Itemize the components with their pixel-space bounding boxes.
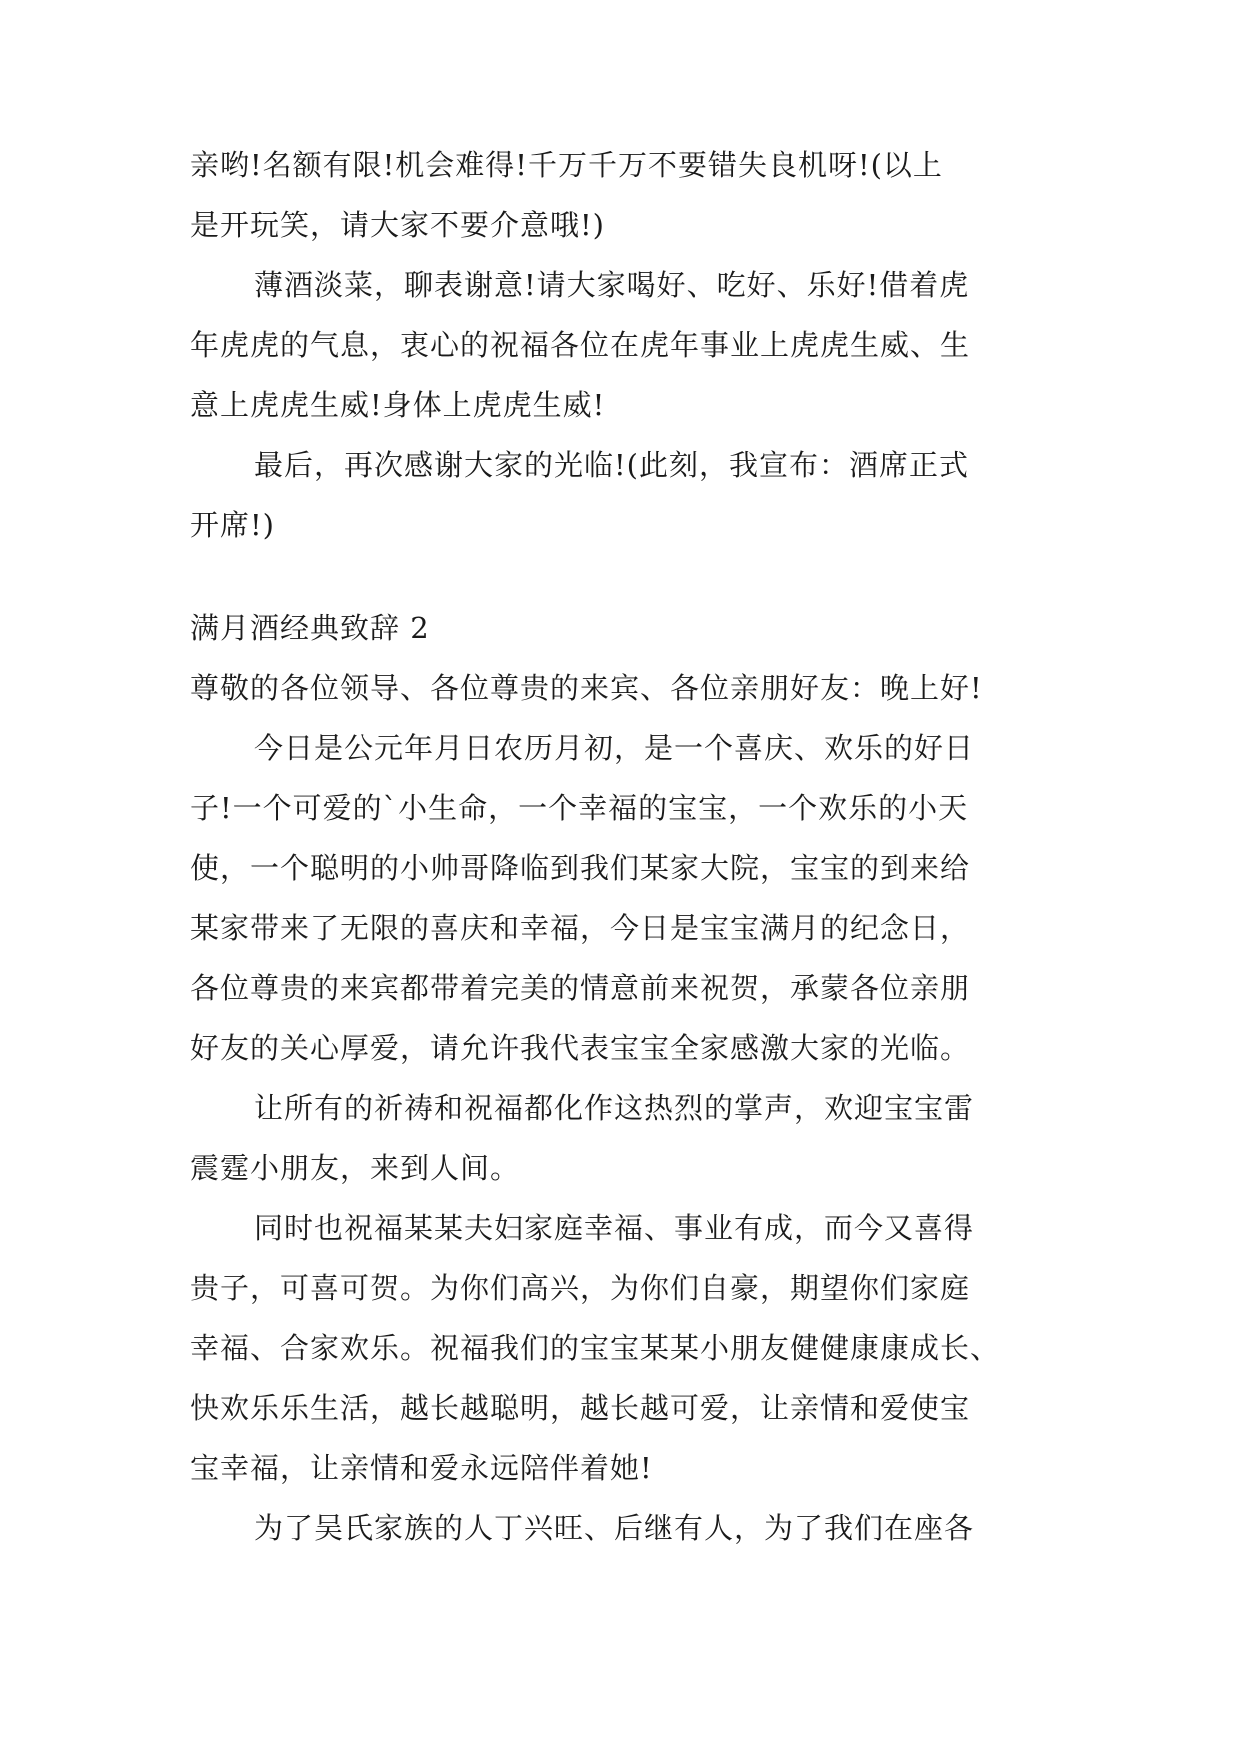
paragraph-line: 幸福、合家欢乐。祝福我们的宝宝某某小朋友健健康康成长、: [190, 1331, 1001, 1365]
section-heading: 满月酒经典致辞 2: [190, 611, 430, 645]
paragraph-line: 是开玩笑，请大家不要介意哦!): [190, 208, 605, 242]
paragraph-line: 某家带来了无限的喜庆和幸福，今日是宝宝满月的纪念日，: [190, 911, 971, 945]
paragraph-line: 让所有的祈祷和祝福都化作这热烈的掌声，欢迎宝宝雷: [254, 1091, 975, 1125]
paragraph-line: 为了吴氏家族的人丁兴旺、后继有人，为了我们在座各: [254, 1511, 975, 1545]
paragraph-line: 年虎虎的气息，衷心的祝福各位在虎年事业上虎虎生威、生: [190, 328, 971, 362]
paragraph-line: 开席!): [190, 508, 275, 542]
paragraph-line: 今日是公元年月日农历月初，是一个喜庆、欢乐的好日: [254, 731, 975, 765]
paragraph-line: 快欢乐乐生活，越长越聪明，越长越可爱，让亲情和爱使宝: [190, 1391, 971, 1425]
paragraph-line: 震霆小朋友，来到人间。: [190, 1151, 521, 1185]
paragraph-line: 使，一个聪明的小帅哥降临到我们某家大院，宝宝的到来给: [190, 851, 971, 885]
section-2-body: [190, 658, 1070, 1558]
paragraph-line: 宝幸福，让亲情和爱永远陪伴着她!: [190, 1451, 653, 1485]
greeting-line: 尊敬的各位领导、各位尊贵的来宾、各位亲朋好友：晚上好!: [190, 671, 983, 705]
paragraph-line: 意上虎虎生威!身体上虎虎生威!: [190, 388, 606, 422]
paragraph-line: 最后，再次感谢大家的光临!(此刻，我宣布：酒席正式: [254, 448, 969, 482]
paragraph-line: 贵子，可喜可贺。为你们高兴，为你们自豪，期望你们家庭: [190, 1271, 971, 1305]
paragraph-line: 好友的关心厚爱，请允许我代表宝宝全家感激大家的光临。: [190, 1031, 971, 1065]
paragraph-line: 各位尊贵的来宾都带着完美的情意前来祝贺，承蒙各位亲朋: [190, 971, 971, 1005]
paragraph-line: 薄酒淡菜，聊表谢意!请大家喝好、吃好、乐好!借着虎: [254, 268, 970, 302]
paragraph-line: 亲哟!名额有限!机会难得!千万千万不要错失良机呀!(以上: [190, 148, 943, 182]
paragraph-line: 子!一个可爱的`小生命，一个幸福的宝宝，一个欢乐的小天: [190, 791, 969, 825]
section-1-body: [190, 135, 1070, 555]
paragraph-line: 同时也祝福某某夫妇家庭幸福、事业有成，而今又喜得: [254, 1211, 975, 1245]
